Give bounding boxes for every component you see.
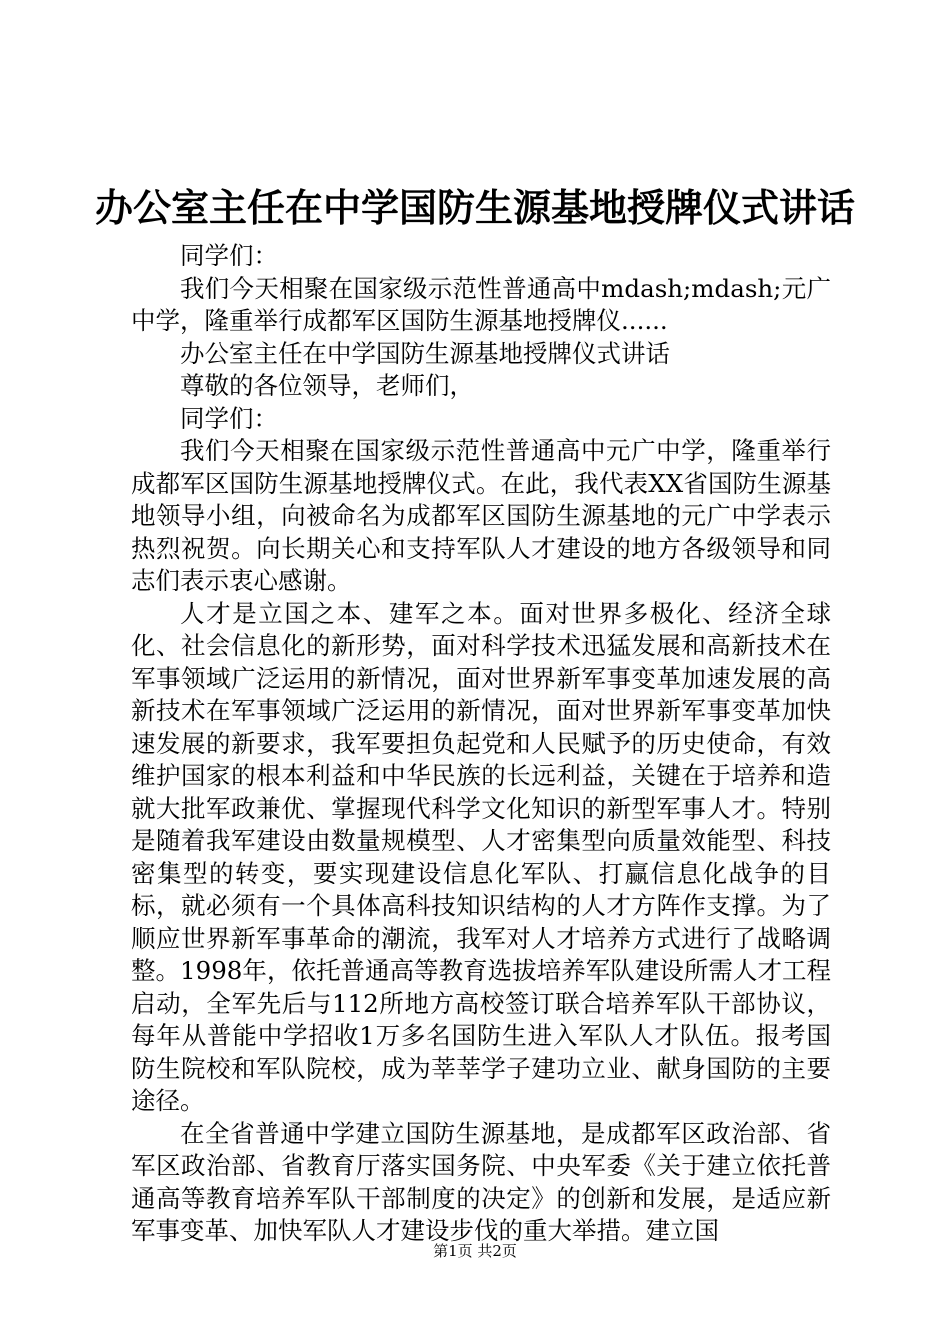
paragraph-greeting: 同学们： [180,241,278,270]
paragraph-talent: 人才是立国之本、建军之本。面对世界多极化、经济全球化、社会信息化的新形势，面对科学技术迅猛发展和高新技术在军事领域广泛运用的新情况，面对世界新军事变革加速发展的高新技术在军事领域广泛运用的新情况，面对世界新军事变革加快速发展的新要求，我军要担负起党和人民赋予的历史使命，有效维护国家的根本利益和中华民族的长远利益，关键在于培养和造就大批军政兼优、掌握现代科学文化知识的新型军事人才。特别是随着我军建设由数量规模型、人才密集型向质量效能型、科技密集型的转变，要实现建设信息化军队、打赢信息化战争的目标，就必须有一个具体高科技知识结构的人才方阵作支撑。为了顺应世界新军事革命的潮流，我军对人才培养方式进行了战略调整。1998年，依托普通高等教育选拔培养军队建设所需人才工程启动，全军先后与112所地方高校签订联合培养军队干部协议，每年从普能中学招收1万多名国防生进入军队人才队伍。报考国防生院校和军队院校，成为莘莘学子建功立业、献身国防的主要途径。 [131,598,831,1115]
document-body [131,240,831,1248]
page-footer: 第1页 共2页 [433,1242,517,1260]
paragraph-opening: 我们今天相聚在国家级示范性普通高中元广中学，隆重举行成都军区国防生源基地授牌仪式。在此，我代表XX省国防生源基地领导小组，向被命名为成都军区国防生源基地的元广中学表示热烈祝贺。向长期关心和支持军队人才建设的地方各级领导和同志们表示衷心感谢。 [131,436,831,595]
paragraph-salutation: 尊敬的各位领导，老师们， [180,371,474,400]
paragraph-greeting-2: 同学们： [180,403,278,433]
document-title: 办公室主任在中学国防生源基地授牌仪式讲话 [94,186,855,230]
paragraph-summary: 我们今天相聚在国家级示范性普通高中mdash;mdash;元广中学，隆重举行成都军区国防生源基地授牌仪...... [131,273,831,335]
paragraph-base: 在全省普通中学建立国防生源基地，是成都军区政治部、省军区政治部、省教育厅落实国务院、中央军委《关于建立依托普通高等教育培养军队干部制度的决定》的创新和发展，是适应新军事变革、加快军队人才建设步伐的重大举措。建立国 [131,1118,831,1245]
paragraph-subtitle: 办公室主任在中学国防生源基地授牌仪式讲话 [180,338,670,368]
